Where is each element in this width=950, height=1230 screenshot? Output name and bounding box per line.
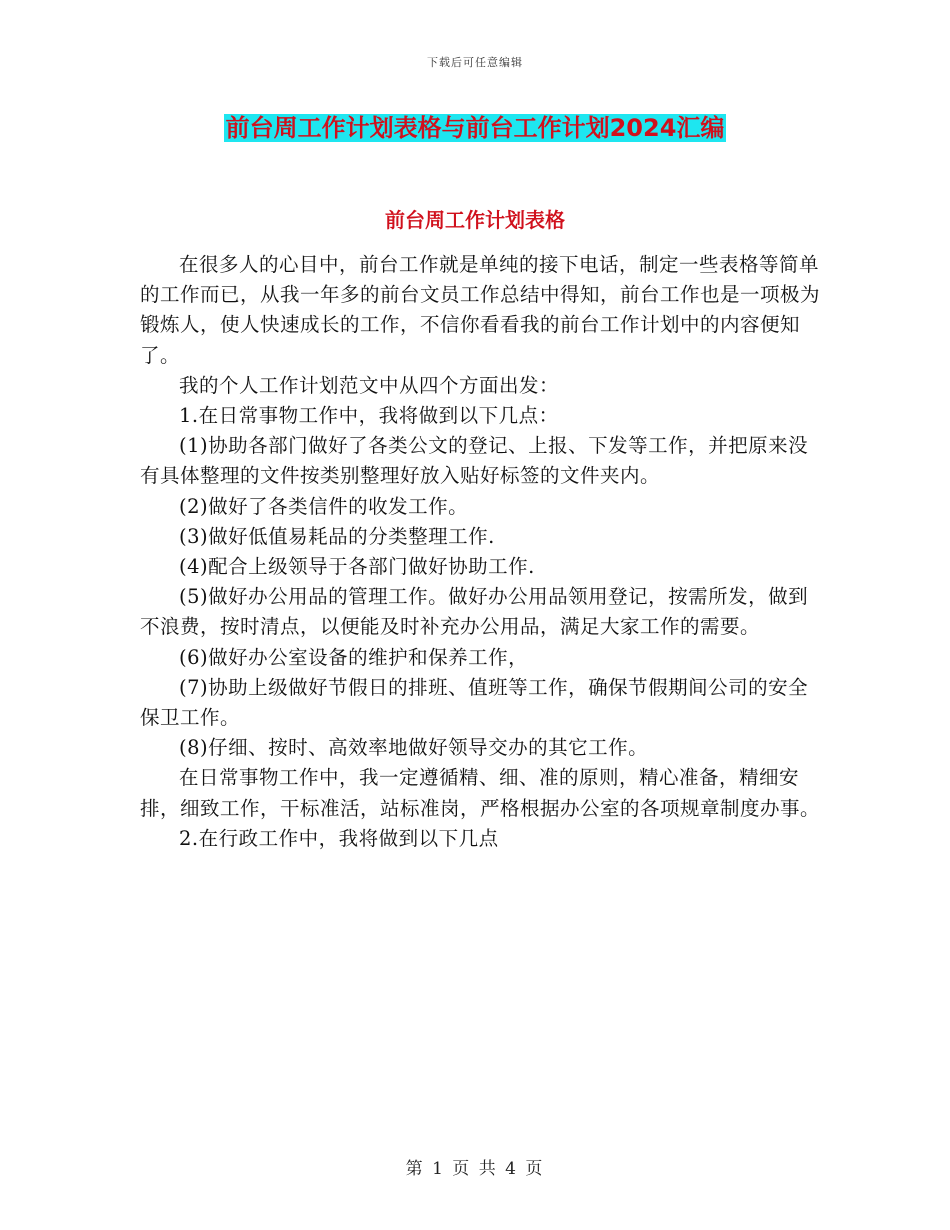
paragraph: (6)做好办公室设备的维护和保养工作，: [179, 645, 529, 669]
section-title: 前台周工作计划表格: [385, 208, 565, 232]
paragraph: 1.在日常事物工作中，我将做到以下几点：: [179, 404, 559, 428]
page-footer: 第 1 页 共 4 页: [405, 1159, 545, 1179]
paragraph: (8)仔细、按时、高效率地做好领导交办的其它工作。: [179, 736, 649, 760]
paragraph: 2.在行政工作中，我将做到以下几点: [179, 826, 499, 850]
paragraph: 在很多人的心目中，前台工作就是单纯的接下电话，制定一些表格等简单的工作而已，从我一年多的前台文员工作总结中得知，前台工作也是一项极为锻炼人，使人快速成长的工作，不信你看看我的前台工作计划中的内容便知了。: [140, 253, 821, 367]
paragraph: (2)做好了各类信件的收发工作。: [179, 494, 469, 518]
paragraph: 我的个人工作计划范文中从四个方面出发：: [179, 373, 560, 397]
paragraph: (4)配合上级领导于各部门做好协助工作.: [179, 555, 535, 579]
document-title: [0, 112, 950, 144]
header-note: 下载后可任意编辑: [427, 56, 523, 69]
paragraph: (3)做好低值易耗品的分类整理工作.: [179, 524, 495, 548]
document-title-text: 前台周工作计划表格与前台工作计划2024汇编: [225, 114, 725, 142]
paragraph: (1)协助各部门做好了各类公文的登记、上报、下发等工作，并把原来没有具体整理的文件按类别整理好放入贴好标签的文件夹内。: [140, 434, 809, 488]
paragraph: 在日常事物工作中，我一定遵循精、细、准的原则，精心准备，精细安排，细致工作，干标准活，站标准岗，严格根据办公室的各项规章制度办事。: [140, 766, 821, 820]
paragraph: (5)做好办公用品的管理工作。做好办公用品领用登记，按需所发，做到不浪费，按时清点，以便能及时补充办公用品，满足大家工作的需要。: [140, 585, 809, 639]
paragraph: (7)协助上级做好节假日的排班、值班等工作，确保节假期间公司的安全保卫工作。: [140, 675, 809, 730]
document-body: [140, 250, 825, 854]
